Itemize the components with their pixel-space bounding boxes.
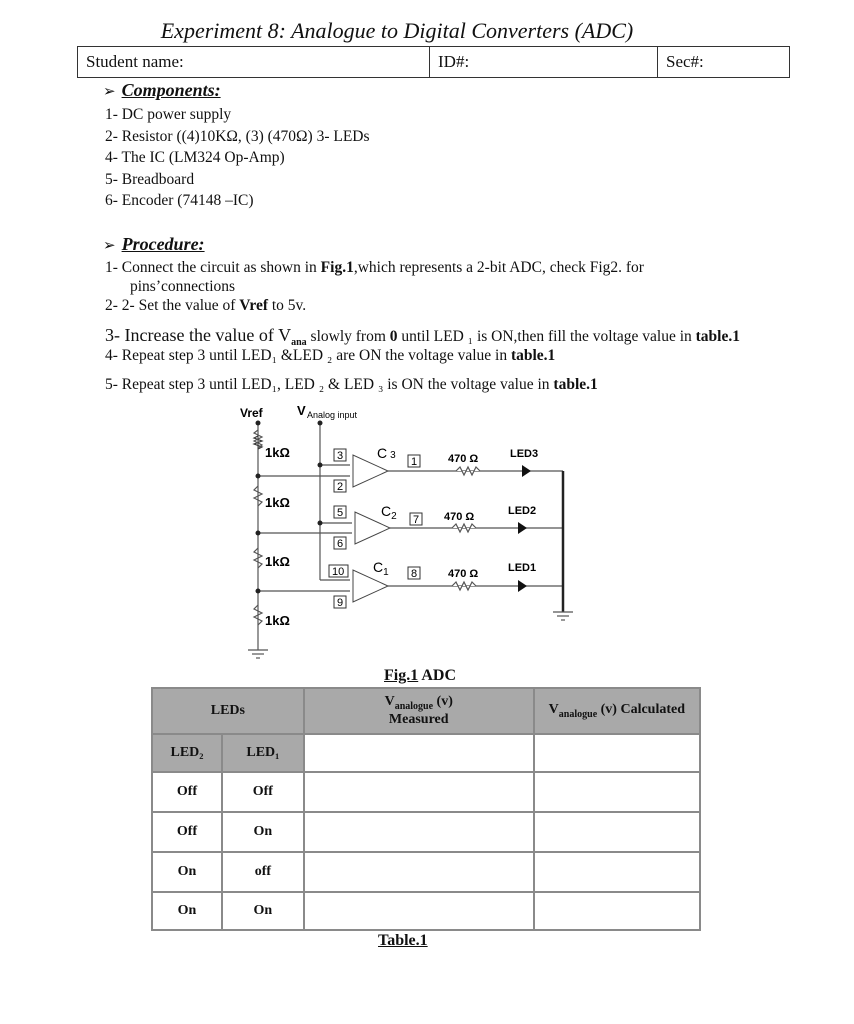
led3-label: LED3 — [510, 448, 539, 460]
arrow-bullet-icon: ➢ — [103, 238, 116, 254]
resistor-470-label: 470 Ω — [448, 453, 479, 465]
comparator-label: $C_1$ — [373, 559, 389, 578]
pin-label: 3 — [337, 450, 344, 462]
resistor-label: 1kΩ — [265, 495, 290, 510]
measured-cell[interactable] — [304, 812, 534, 852]
page-title: Experiment 8: Analogue to Digital Converters (ADC) — [160, 18, 634, 43]
led1-label: LED1 — [508, 562, 537, 574]
pin-label: 5 — [337, 507, 344, 519]
led1-icon — [518, 580, 527, 592]
resistor-label: 1kΩ — [265, 613, 290, 628]
list-item: 5- Breadboard — [105, 170, 195, 188]
led2-label: LED2 — [508, 505, 537, 517]
vin-sub-label: Analog input — [307, 410, 358, 420]
calculated-cell[interactable] — [534, 892, 700, 930]
list-item: 6- Encoder (74148 –IC) — [105, 192, 254, 209]
list-item: 4- The IC (LM324 Op-Amp) — [105, 149, 285, 166]
header-calculated: $V_{analogue}$ (v) Calculated — [534, 688, 700, 734]
pin-label: 10 — [332, 566, 345, 578]
comparator-label: C 3 — [377, 445, 396, 461]
pin-label: 8 — [411, 568, 418, 580]
resistor-470-label: 470 Ω — [448, 568, 479, 580]
step-1: 1- Connect the circuit as shown in Fig.1,which represents a 2-bit ADC, check Fig2. for — [105, 259, 644, 276]
led2-state: On — [152, 852, 222, 892]
header-measured: $V_{analogue}$ (v) Measured — [304, 688, 534, 734]
resistor-label: 1kΩ — [265, 554, 290, 569]
list-item: 2- Resistor ((4)10KΩ, (3) (470Ω) 3- LEDs — [105, 127, 370, 145]
student-name-field[interactable]: Student name: — [78, 47, 430, 77]
calculated-cell[interactable] — [534, 812, 700, 852]
components-heading: ➢ Components: — [103, 80, 221, 100]
figure-caption: Fig.1 ADC — [384, 667, 456, 684]
results-table — [151, 687, 701, 931]
table-row — [152, 852, 700, 892]
table-row — [152, 772, 700, 812]
header-leds: LEDs — [152, 688, 304, 734]
table-header-row — [152, 688, 700, 734]
components-list — [105, 104, 370, 212]
calculated-cell[interactable] — [534, 852, 700, 892]
comparator-label: $C_2$ — [381, 503, 397, 522]
arrow-bullet-icon: ➢ — [103, 84, 116, 100]
section-field[interactable]: Sec#: — [666, 52, 704, 71]
measured-cell[interactable] — [304, 734, 534, 772]
led3-icon — [522, 465, 531, 477]
pin-label: 1 — [411, 456, 418, 468]
measured-cell[interactable] — [304, 772, 534, 812]
step-1-cont: pins’connections — [130, 278, 236, 295]
header-led1: LED₁ — [222, 734, 304, 772]
step-5: 5- Repeat step 3 until LED₁, LED ₂ & LED ₃ is ON the voltage value in table.1 — [105, 376, 598, 393]
vin-label: V — [297, 403, 306, 418]
led1-state: Off — [222, 772, 304, 812]
step-4: 4- Repeat step 3 until LED₁ &LED ₂ are ON the voltage value in table.1 — [105, 347, 556, 364]
vref-label: Vref — [240, 406, 263, 420]
led2-icon — [518, 522, 527, 534]
table-row — [152, 812, 700, 852]
pin-label: 9 — [337, 597, 344, 609]
led2-state: On — [152, 892, 222, 930]
resistor-label: 1kΩ — [265, 445, 290, 460]
measured-cell[interactable] — [304, 892, 534, 930]
step-2: 2- 2- Set the value of Vref to 5v. — [105, 297, 307, 314]
led1-state: off — [222, 852, 304, 892]
resistor-470-label: 470 Ω — [444, 511, 475, 523]
led2-state: Off — [152, 772, 222, 812]
calculated-cell[interactable] — [534, 772, 700, 812]
pin-label: 7 — [413, 514, 420, 526]
measured-cell[interactable] — [304, 852, 534, 892]
student-info-box — [77, 46, 790, 78]
adc-circuit-diagram — [230, 400, 590, 660]
step-3: 3- Increase the value of $V_{ana}$ slowly from 0 until LED ₁ is ON,then fill the voltage value in table.1 — [105, 325, 740, 349]
pin-label: 6 — [337, 538, 344, 550]
table-row — [152, 892, 700, 930]
led1-state: On — [222, 812, 304, 852]
id-field[interactable]: ID#: — [430, 47, 658, 77]
led1-state: On — [222, 892, 304, 930]
led2-state: Off — [152, 812, 222, 852]
list-item: 1- DC power supply — [105, 106, 232, 123]
header-led2: LED₂ — [152, 734, 222, 772]
table-caption: Table.1 — [378, 932, 428, 949]
calculated-cell[interactable] — [534, 734, 700, 772]
procedure-heading: ➢ Procedure: — [103, 234, 205, 254]
table-subheader-row — [152, 734, 700, 772]
pin-label: 2 — [337, 481, 344, 493]
